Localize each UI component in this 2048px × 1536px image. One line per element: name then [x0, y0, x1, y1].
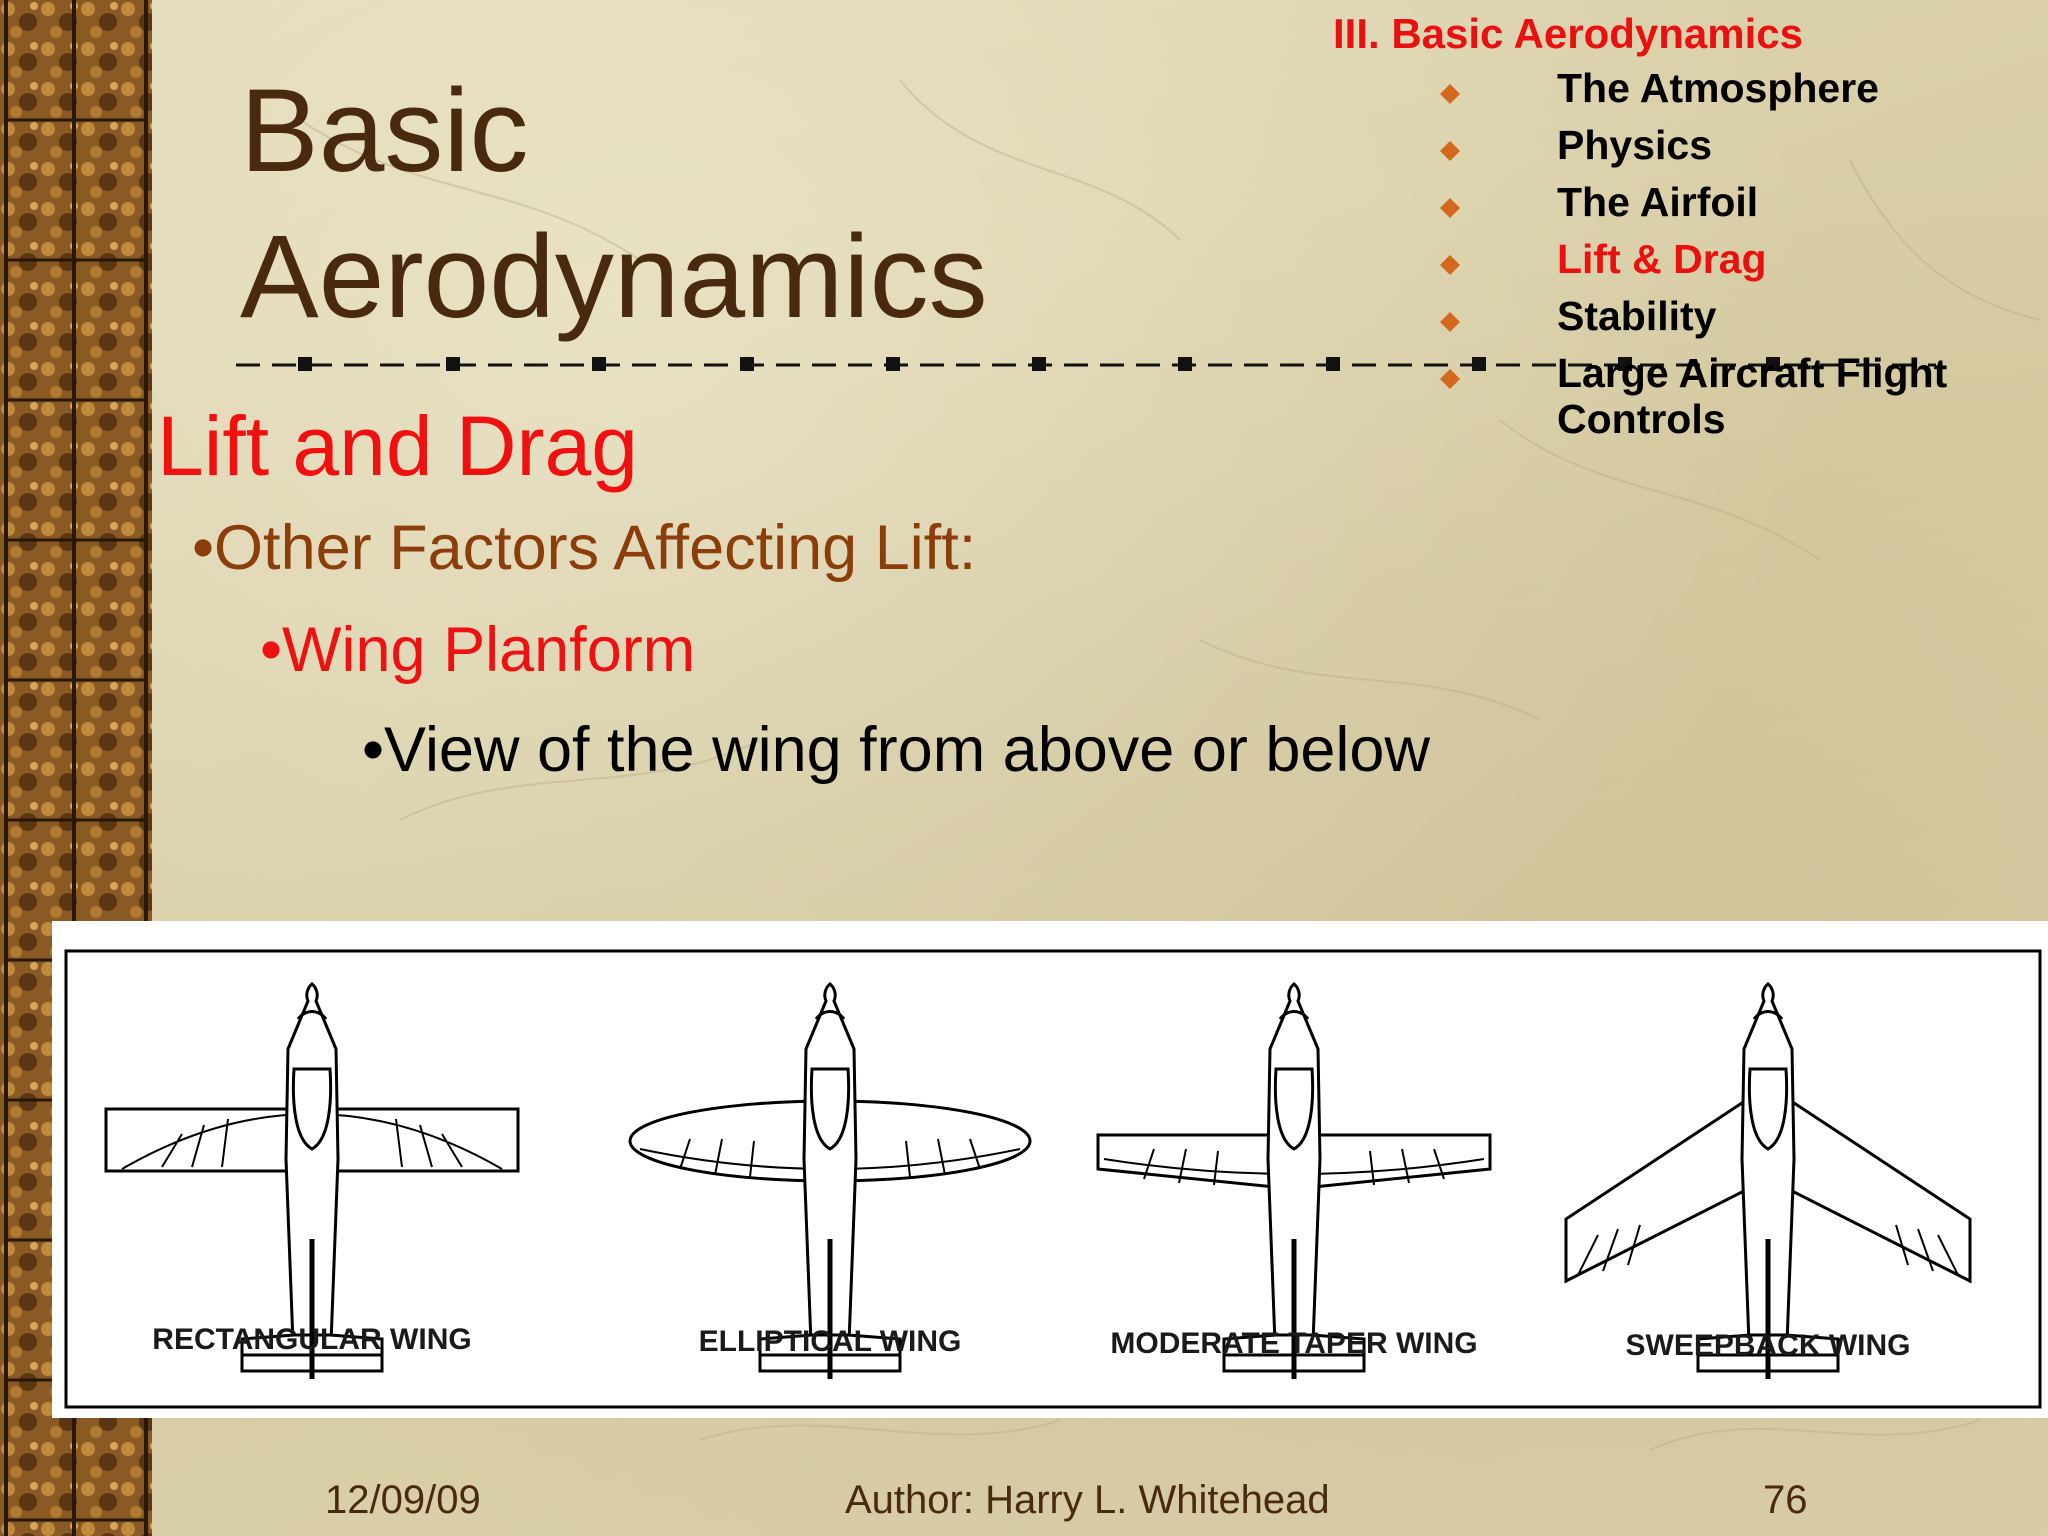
slide-subtitle: Lift and Drag [157, 399, 638, 493]
section-heading: III. Basic Aerodynamics [1333, 10, 1803, 57]
wing-label-sweepback: SWEEPBACK WING [1625, 1329, 1911, 1362]
slide-title [240, 58, 988, 350]
wing-label-moderate-taper: MODERATE TAPER WING [1110, 1327, 1478, 1360]
topic-item [1440, 350, 2000, 442]
footer-page-number: 76 [1763, 1478, 1808, 1522]
rectangular-wing-drawing [106, 984, 518, 1379]
topic-label: Large Aircraft Flight Controls [1557, 350, 1948, 442]
title-line-1: Basic [240, 65, 529, 197]
diamond-bullet-icon [1440, 255, 1460, 275]
topic-label: Stability [1557, 293, 1717, 339]
topic-item [1440, 179, 2000, 236]
footer-date: 12/09/09 [325, 1478, 481, 1522]
title-line-2: Aerodynamics [240, 211, 988, 343]
sweepback-wing-drawing [1566, 984, 1970, 1379]
bullet-level-1: •Other Factors Affecting Lift: [192, 513, 977, 583]
elliptical-wing-drawing [630, 984, 1030, 1379]
footer-author: Author: Harry L. Whitehead [845, 1478, 1330, 1522]
topic-label: Physics [1557, 122, 1712, 168]
wing-label-elliptical: ELLIPTICAL WING [698, 1325, 962, 1358]
diamond-bullet-icon [1440, 84, 1460, 104]
topic-item [1440, 293, 2000, 350]
bullet-level-2: •Wing Planform [260, 615, 696, 685]
wing-label-rectangular: RECTANGULAR WING [152, 1323, 472, 1356]
topic-item-active [1440, 236, 2000, 293]
topic-list [1440, 65, 2000, 442]
diamond-bullet-icon [1440, 198, 1460, 218]
wing-planform-illustration [52, 921, 2048, 1418]
bullet-level-3: •View of the wing from above or below [362, 715, 1430, 785]
topic-item [1440, 122, 2000, 179]
diamond-bullet-icon [1440, 369, 1460, 389]
moderate-taper-wing-drawing [1098, 984, 1490, 1379]
wing-planform-figure [52, 921, 2048, 1418]
topic-label: The Airfoil [1557, 179, 1759, 225]
topic-item [1440, 65, 2000, 122]
topic-label: The Atmosphere [1557, 65, 1879, 111]
diamond-bullet-icon [1440, 312, 1460, 332]
topic-label: Lift & Drag [1557, 236, 1767, 282]
diamond-bullet-icon [1440, 141, 1460, 161]
